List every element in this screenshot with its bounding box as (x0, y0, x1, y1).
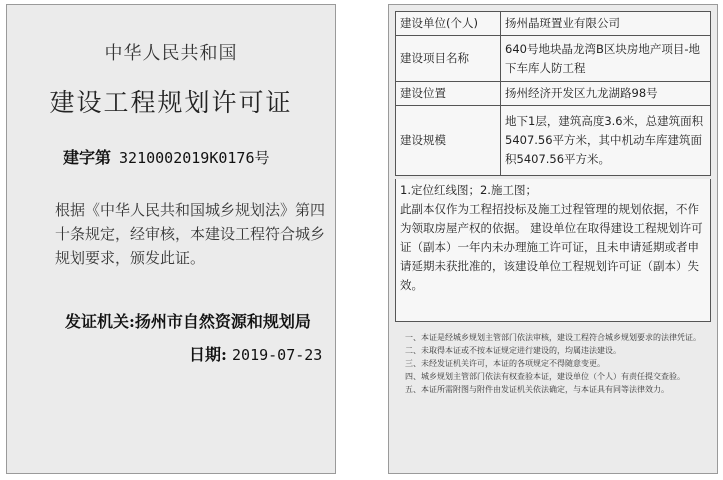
issuer-name: 扬州市自然资源和规划局 (134, 312, 311, 331)
list-item: 四、城乡规划主管部门依法有权查验本证，建设单位（个人）有责任提交查验。 (405, 372, 685, 381)
table-row (396, 36, 711, 82)
certificate-number-value: 3210002019K0176号 (119, 149, 270, 167)
table-row (396, 106, 711, 176)
list-item: 三、未经发证机关许可，本证的各项规定不得随意变更。 (405, 359, 605, 368)
table-row (396, 82, 711, 106)
issuer-label: 发证机关: (65, 312, 135, 331)
certificate-number-label: 建字第 (63, 148, 112, 167)
table-row (396, 12, 711, 36)
date-value: 2019-07-23 (232, 346, 323, 364)
issue-date (189, 342, 322, 365)
row-label: 建设位置 (396, 82, 501, 106)
list-item: 一、本证是经城乡规划主管部门依法审核，建设工程符合城乡规划要求的法律凭证。 (405, 333, 701, 342)
list-item: 五、本证所需附图与附件由发证机关依法确定，与本证具有同等法律效力。 (405, 385, 669, 394)
certificate-title: 建设工程规划许可证 (49, 88, 293, 117)
date-label: 日期: (189, 345, 227, 364)
project-info-table (395, 11, 711, 176)
row-value: 扬州经济开发区九龙湖路98号 (501, 82, 711, 106)
row-value: 地下1层，建筑高度3.6米，总建筑面积5407.56平方米，其中机动车库建筑面积5407.56平方米。 (501, 106, 711, 176)
row-label: 建设规模 (396, 106, 501, 176)
certificate-body-text: 根据《中华人民共和国城乡规划法》第四十条规定，经审核，本建设工程符合城乡规划要求，颁发此证。 (55, 201, 326, 267)
row-value: 扬州晶斑置业有限公司 (501, 12, 711, 36)
certificate-number (63, 145, 269, 168)
remarks-text: 1.定位红线图；2.施工图； 此副本仅作为工程招投标及施工过程管理的规划依据，不作为领取房屋产权的依据。 建设单位在取得建设工程规划许可证（副本）一年内未办理施工许可证，且未申请延期或者申请延期未获批准的，该建设单位工程规划许可证（副本）失效。 (400, 183, 703, 292)
certificate-front-page (6, 4, 336, 474)
certificate-details-page (388, 4, 718, 474)
remarks-box (395, 179, 711, 322)
row-value: 640号地块晶龙湾B区块房地产项目-地下车库人防工程 (501, 36, 711, 82)
list-item: 二、未取得本证或不按本证规定进行建设的，均属违法建设。 (405, 346, 621, 355)
country-name: 中华人民共和国 (104, 43, 238, 64)
notes-list (405, 331, 705, 396)
issuing-authority (65, 309, 311, 332)
row-label: 建设单位(个人) (396, 12, 501, 36)
row-label: 建设项目名称 (396, 36, 501, 82)
